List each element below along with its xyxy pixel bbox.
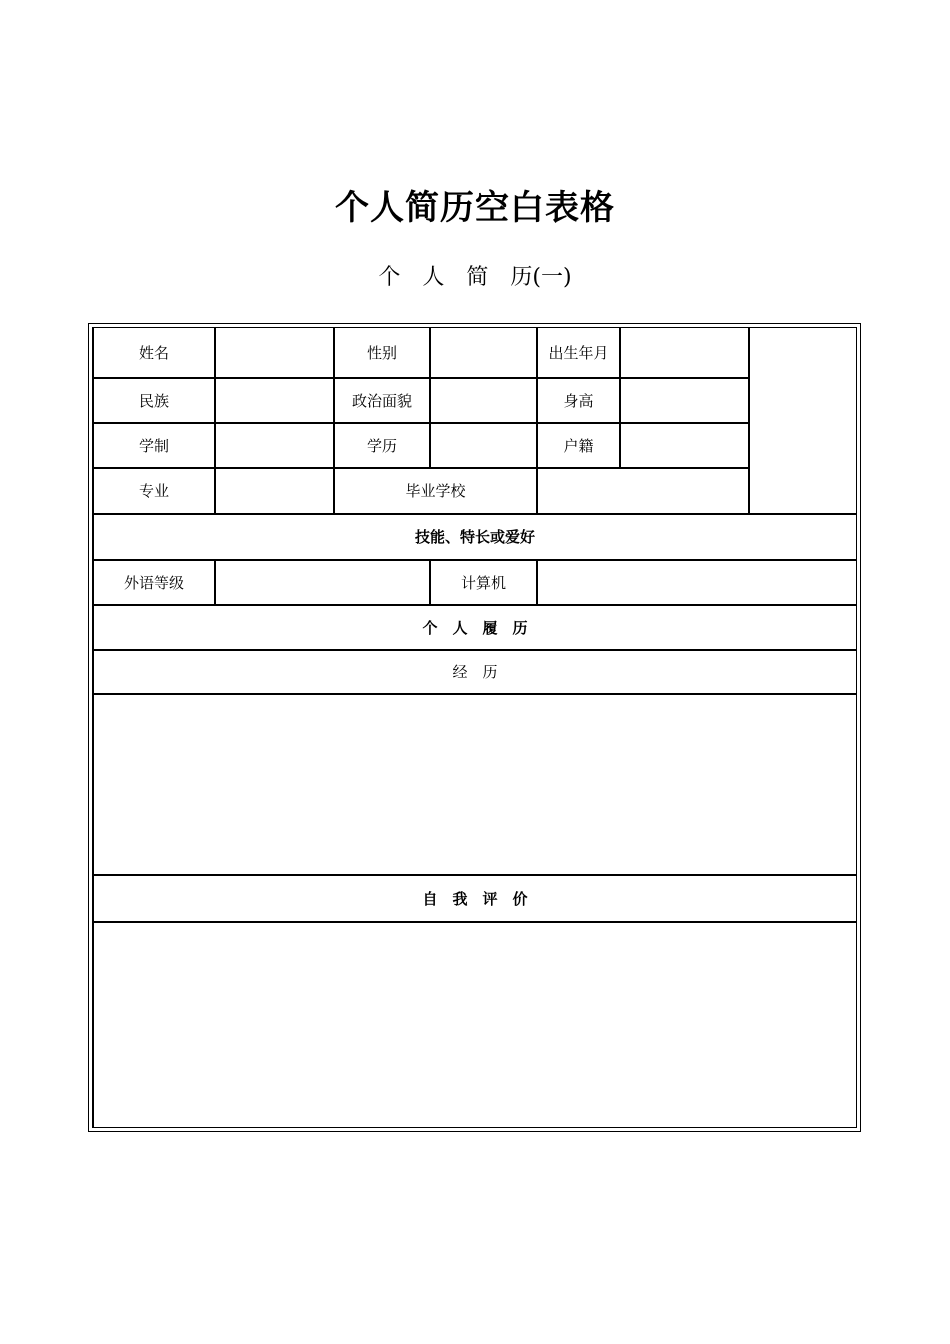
gender-label: 性别 (334, 327, 430, 378)
political-status-field[interactable] (430, 378, 537, 423)
schooling-length-field[interactable] (215, 423, 334, 468)
education-field[interactable] (430, 423, 537, 468)
document-subtitle: 个 人 简 历(一) (378, 265, 572, 290)
photo-area[interactable] (749, 327, 857, 514)
computer-field[interactable] (537, 560, 857, 605)
education-label: 学历 (334, 423, 430, 468)
ethnicity-field[interactable] (215, 378, 334, 423)
name-label: 姓名 (93, 327, 215, 378)
height-field[interactable] (620, 378, 749, 423)
political-status-label: 政治面貌 (334, 378, 430, 423)
birth-date-field[interactable] (620, 327, 749, 378)
gender-field[interactable] (430, 327, 537, 378)
skills-section-header: 技能、特长或爱好 (93, 514, 857, 560)
graduate-school-label: 毕业学校 (334, 468, 537, 514)
birth-date-label: 出生年月 (537, 327, 620, 378)
computer-label: 计算机 (430, 560, 537, 605)
schooling-length-label: 学制 (93, 423, 215, 468)
major-field[interactable] (215, 468, 334, 514)
experience-field[interactable] (93, 694, 857, 875)
ethnicity-label: 民族 (93, 378, 215, 423)
name-field[interactable] (215, 327, 334, 378)
major-label: 专业 (93, 468, 215, 514)
self-evaluation-field[interactable] (93, 922, 857, 1128)
height-label: 身高 (537, 378, 620, 423)
hukou-label: 户籍 (537, 423, 620, 468)
document-title: 个人简历空白表格 (335, 188, 615, 228)
experience-label: 经 历 (93, 650, 857, 694)
self-evaluation-header: 自 我 评 价 (93, 875, 857, 922)
personal-resume-header: 个 人 履 历 (93, 605, 857, 650)
foreign-language-label: 外语等级 (93, 560, 215, 605)
foreign-language-field[interactable] (215, 560, 430, 605)
graduate-school-field[interactable] (537, 468, 749, 514)
hukou-field[interactable] (620, 423, 749, 468)
